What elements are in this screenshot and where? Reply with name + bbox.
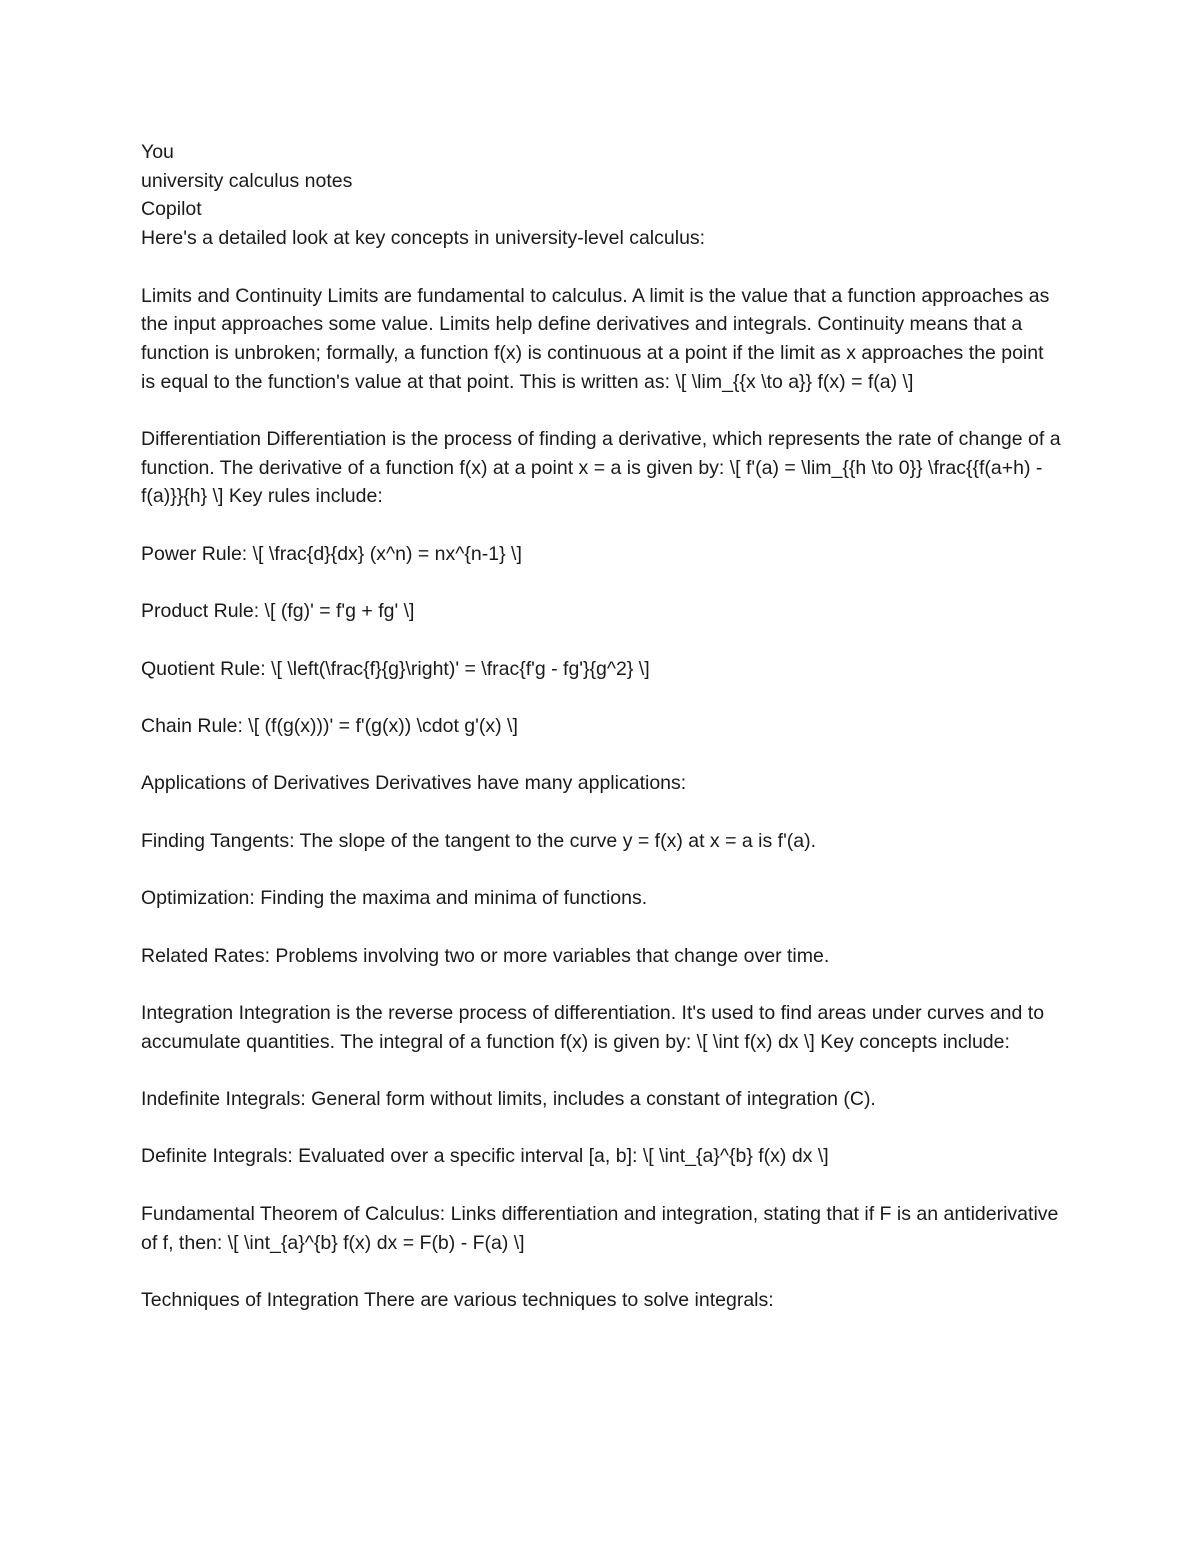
related-rates-item: Related Rates: Problems involving two or more variables that change over time.: [141, 944, 830, 967]
document-page: [141, 138, 1061, 1315]
techniques-paragraph: Techniques of Integration There are various techniques to solve integrals:: [141, 1288, 774, 1311]
intro-text: Here's a detailed look at key concepts in university-level calculus:: [141, 227, 706, 250]
chain-rule-item: Chain Rule: \[ (f(g(x)))' = f'(g(x)) \cdot g'(x) \]: [141, 714, 518, 737]
indefinite-integrals-item: Indefinite Integrals: General form without limits, includes a constant of integration (C).: [141, 1088, 876, 1111]
differentiation-paragraph: Differentiation Differentiation is the process of finding a derivative, which represents the rate of change of a function. The derivative of a function f(x) at a point x = a is given by: \[ f'(a) = \lim_{{h \to 0}} \frac{{f(a+h) - f(a)}}{h} \] Key rules include:: [141, 428, 1061, 508]
speaker-assistant-label: Copilot: [141, 198, 202, 221]
optimization-item: Optimization: Finding the maxima and minima of functions.: [141, 887, 648, 910]
integration-paragraph: Integration Integration is the reverse process of differentiation. It's used to find areas under curves and to accumulate quantities. The integral of a function f(x) is given by: \[ \int f(x) dx \] Key concepts include:: [141, 1001, 1045, 1053]
user-query-text: university calculus notes: [141, 169, 353, 192]
speaker-user-label: You: [141, 141, 174, 163]
limits-paragraph: Limits and Continuity Limits are fundamental to calculus. A limit is the value that a function approaches as the input approaches some value. Limits help define derivatives and integrals. Continuity means that a function is unbroken; formally, a function f(x) is continuous at a point if the limit as x approaches the point is equal to the function's value at that point. This is written as: \[ \lim_{{x \to a}} f(x) = f(a) \]: [141, 284, 1050, 393]
quotient-rule-item: Quotient Rule: \[ \left(\frac{f}{g}\right)' = \frac{f'g - fg'}{g^2} \]: [141, 657, 650, 680]
applications-paragraph: Applications of Derivatives Derivatives have many applications:: [141, 772, 687, 795]
definite-integrals-item: Definite Integrals: Evaluated over a specific interval [a, b]: \[ \int_{a}^{b} f(x) dx \]: [141, 1145, 829, 1168]
ftc-item: Fundamental Theorem of Calculus: Links differentiation and integration, stating that if F is an antiderivative of f, then: \[ \int_{a}^{b} f(x) dx = F(b) - F(a) \]: [141, 1202, 1059, 1254]
product-rule-item: Product Rule: \[ (fg)' = f'g + fg' \]: [141, 600, 415, 623]
tangents-item: Finding Tangents: The slope of the tangent to the curve y = f(x) at x = a is f'(a).: [141, 829, 817, 852]
power-rule-item: Power Rule: \[ \frac{d}{dx} (x^n) = nx^{n-1} \]: [141, 542, 522, 565]
